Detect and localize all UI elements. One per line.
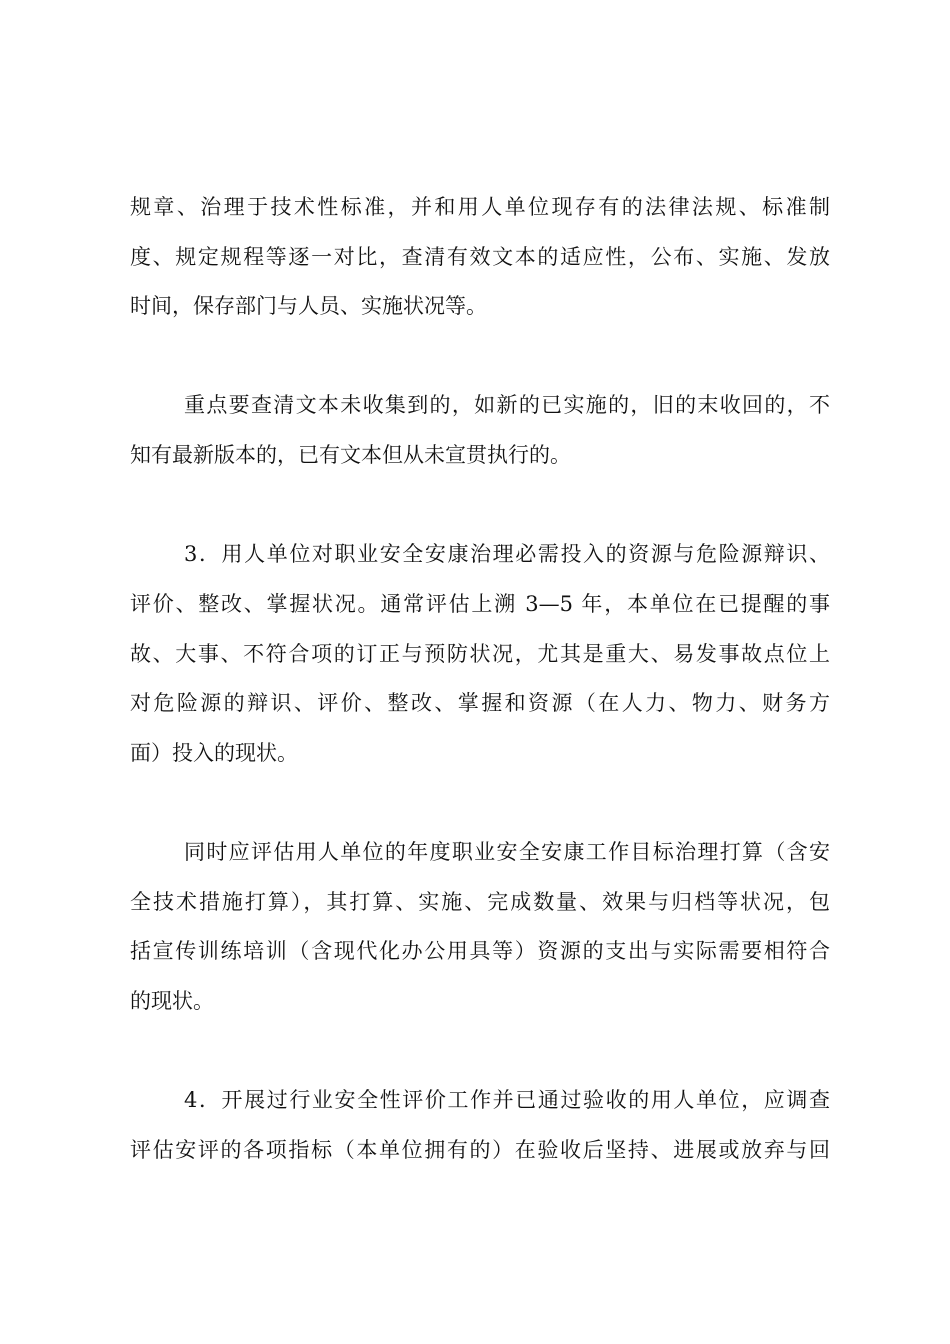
paragraph-line: 故、大事、不符合项的订正与预防状况，尤其是重大、易发事故点位上 bbox=[130, 642, 830, 666]
paragraph-line: 面）投入的现状。 bbox=[130, 741, 298, 765]
paragraph-line: 知有最新版本的，已有文本但从未宣贯执行的。 bbox=[130, 443, 571, 467]
paragraph-line: 4．开展过行业安全性评价工作并已通过验收的用人单位，应调查 bbox=[184, 1088, 830, 1112]
paragraph-line: 全技术措施打算），其打算、实施、完成数量、效果与归档等状况，包 bbox=[130, 890, 830, 914]
paragraph-line: 同时应评估用人单位的年度职业安全安康工作目标治理打算（含安 bbox=[184, 840, 830, 864]
paragraph-line: 评价、整改、掌握状况。通常评估上溯 3—5 年，本单位在已提醒的事 bbox=[130, 592, 830, 616]
paragraph-line: 度、规定规程等逐一对比，查清有效文本的适应性，公布、实施、发放 bbox=[130, 245, 830, 269]
paragraph-line: 评估安评的各项指标（本单位拥有的）在验收后坚持、进展或放弃与回 bbox=[130, 1138, 830, 1162]
paragraph-line: 重点要查清文本未收集到的，如新的已实施的，旧的末收回的，不 bbox=[184, 393, 830, 417]
paragraph-line: 时间，保存部门与人员、实施状况等。 bbox=[130, 294, 487, 318]
paragraph-line: 规章、治理于技术性标准，并和用人单位现存有的法律法规、标准制 bbox=[130, 195, 830, 219]
paragraph-line: 对危险源的辩识、评价、整改、掌握和资源（在人力、物力、财务方 bbox=[130, 691, 830, 715]
paragraph-line: 的现状。 bbox=[130, 989, 214, 1013]
paragraph-line: 括宣传训练培训（含现代化办公用具等）资源的支出与实际需要相符合 bbox=[130, 939, 830, 963]
paragraph-line: 3．用人单位对职业安全安康治理必需投入的资源与危险源辩识、 bbox=[184, 542, 830, 566]
